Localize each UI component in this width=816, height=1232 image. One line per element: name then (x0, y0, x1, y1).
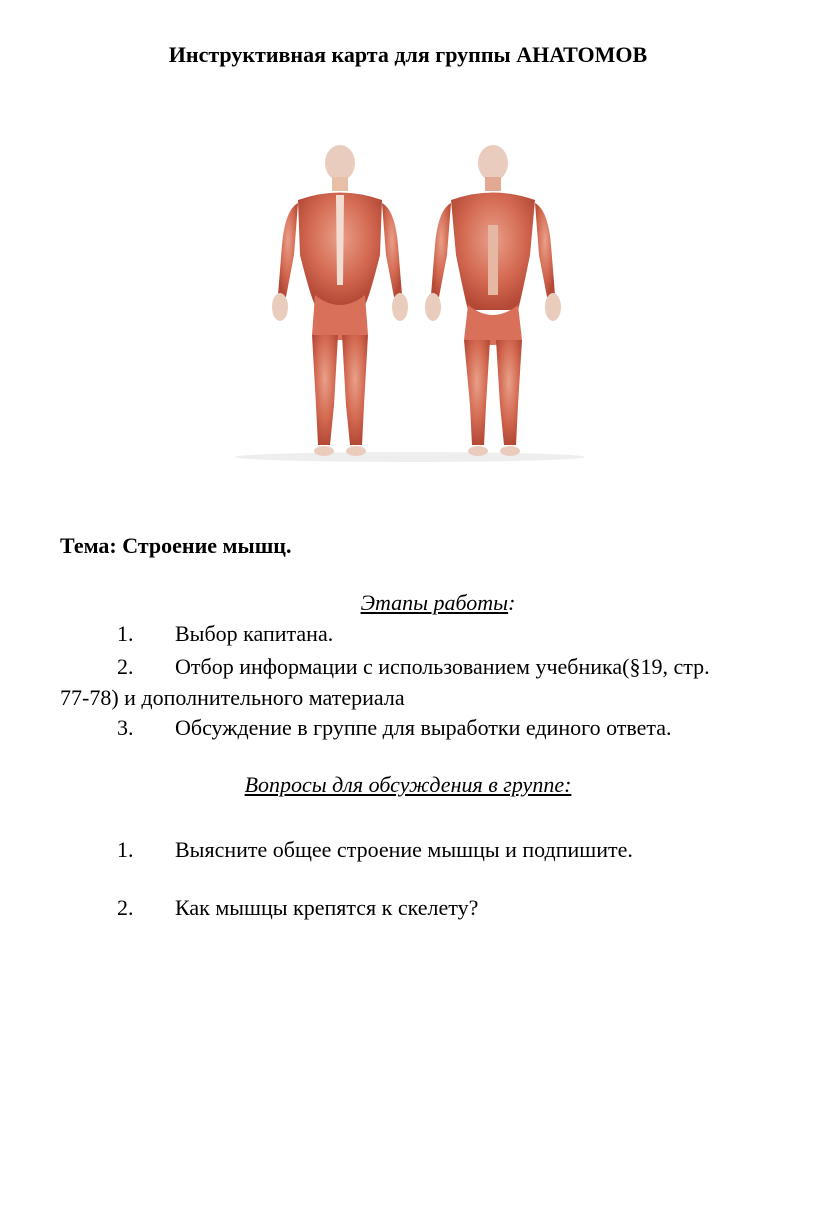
questions-heading (0, 772, 816, 798)
question-text: Как мышцы крепятся к скелету? (175, 895, 479, 920)
stage-text: Выбор капитана. (175, 621, 334, 646)
document-title: Инструктивная карта для группы АНАТОМОВ (168, 42, 648, 67)
stage-text: Обсуждение в группе для выработки единого ответа. (175, 715, 672, 740)
stage-number: 3. (117, 715, 134, 740)
muscle-anatomy-figure (230, 145, 590, 465)
questions-heading-text: Вопросы для обсуждения в группе: (244, 772, 572, 797)
stages-heading (30, 590, 816, 616)
stages-heading-colon: : (508, 590, 516, 615)
question-text: Выясните общее строение мышцы и подпишите. (175, 837, 633, 862)
stage-number: 1. (117, 621, 134, 646)
back-view-figure (272, 145, 408, 456)
stages-heading-text: Этапы работы (360, 590, 509, 615)
front-view-figure (425, 145, 561, 456)
topic-heading: Тема: Строение мышц. (60, 533, 292, 558)
question-number: 1. (117, 837, 134, 862)
stage-text: Отбор информации с использованием учебника(§19, стр. (175, 654, 710, 679)
stage-number: 2. (117, 654, 134, 679)
stage-text-continuation: 77-78) и дополнительного материала (60, 685, 405, 710)
question-number: 2. (117, 895, 134, 920)
